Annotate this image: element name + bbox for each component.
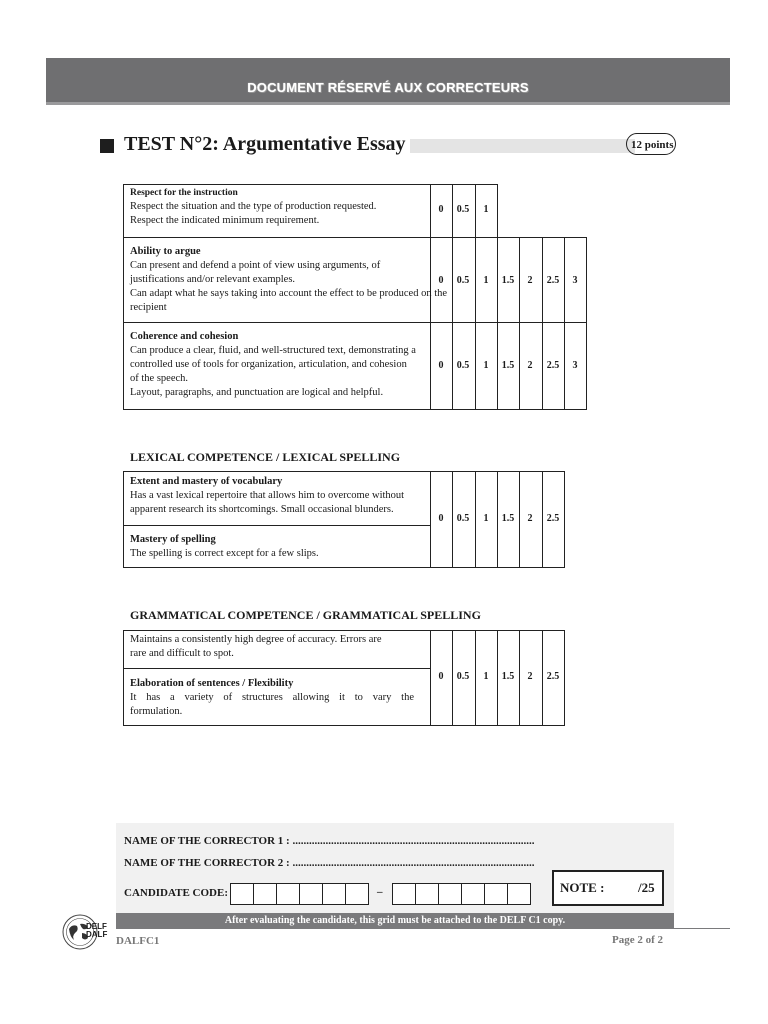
coherence-line: Layout, paragraphs, and punctuation are logical and helpful.: [130, 387, 384, 398]
code-digit-box[interactable]: [299, 883, 323, 905]
code-digit-box[interactable]: [322, 883, 346, 905]
vocabulary-text: [124, 475, 444, 517]
vocabulary-line: Has a vast lexical repertoire that allows him to overcome without: [130, 490, 405, 501]
ability-argue-line: Can adapt what he says taking into account the effect to be produced on the: [130, 288, 448, 299]
flexibility-line: formulation.: [130, 706, 183, 717]
score-0[interactable]: 0: [438, 671, 444, 682]
score-3[interactable]: 3: [572, 360, 578, 371]
code-digit-box[interactable]: [345, 883, 369, 905]
score-0.5[interactable]: 0.5: [456, 513, 470, 524]
score-0.5[interactable]: 0.5: [456, 360, 470, 371]
candidate-code-label: CANDIDATE CODE:: [124, 887, 228, 899]
vocabulary-line: apparent research its shortcomings. Small occasional blunders.: [130, 504, 394, 515]
respect-instruction-heading: Respect for the instruction: [130, 188, 238, 198]
score-1[interactable]: 1: [483, 275, 489, 286]
score-2.5[interactable]: 2.5: [546, 360, 560, 371]
ability-argue-line: justifications and/or relevant examples.: [130, 274, 296, 285]
code-digit-box[interactable]: [276, 883, 300, 905]
accuracy-line: Maintains a consistently high degree of accuracy. Errors are: [130, 634, 382, 645]
title-bullet: [100, 139, 114, 153]
spelling-text: [124, 533, 424, 561]
title-rule: [410, 139, 635, 153]
ability-argue-heading: Ability to argue: [130, 246, 201, 257]
score-1.5[interactable]: 1.5: [501, 513, 515, 524]
score-2[interactable]: 2: [527, 275, 533, 286]
code-digit-box[interactable]: [438, 883, 462, 905]
coherence-line: of the speech.: [130, 373, 189, 384]
strip-rule: [674, 928, 730, 929]
respect-instruction-line: Respect the indicated minimum requirement.: [130, 215, 320, 226]
banner-title: DOCUMENT RÉSERVÉ AUX CORRECTEURS: [247, 80, 529, 95]
code-digit-box[interactable]: [461, 883, 485, 905]
coherence-heading: Coherence and cohesion: [130, 331, 239, 342]
score-1.5[interactable]: 1.5: [501, 671, 515, 682]
score-1[interactable]: 1: [483, 204, 489, 215]
score-2[interactable]: 2: [527, 671, 533, 682]
note-total: /25: [638, 880, 655, 895]
score-0.5[interactable]: 0.5: [456, 204, 470, 215]
score-1.5[interactable]: 1.5: [501, 360, 515, 371]
score-1[interactable]: 1: [483, 360, 489, 371]
logo-dalf: DALF: [86, 930, 108, 939]
coherence-text: [124, 330, 464, 400]
score-3[interactable]: 3: [572, 275, 578, 286]
code-digit-box[interactable]: [230, 883, 254, 905]
corrector-1-field[interactable]: NAME OF THE CORRECTOR 1 : ........................................................................................: [124, 835, 535, 847]
code-digit-box[interactable]: [392, 883, 416, 905]
score-2[interactable]: 2: [527, 513, 533, 524]
accuracy-text: [124, 633, 414, 661]
code-digit-box[interactable]: [507, 883, 531, 905]
score-2.5[interactable]: 2.5: [546, 671, 560, 682]
score-0.5[interactable]: 0.5: [456, 671, 470, 682]
score-1[interactable]: 1: [483, 671, 489, 682]
header-banner-underline: [46, 102, 730, 105]
flexibility-heading: Elaboration of sentences / Flexibility: [130, 678, 294, 689]
score-0[interactable]: 0: [438, 513, 444, 524]
note-label: NOTE :: [560, 880, 605, 895]
spelling-line: The spelling is correct except for a few slips.: [130, 548, 319, 559]
code-separator: –: [377, 886, 383, 898]
score-0[interactable]: 0: [438, 275, 444, 286]
ability-argue-line: recipient: [130, 302, 167, 313]
coherence-line: controlled use of tools for organization, articulation, and cohesion: [130, 359, 407, 370]
code-digit-box[interactable]: [415, 883, 439, 905]
vocabulary-heading: Extent and mastery of vocabulary: [130, 476, 283, 487]
lexical-heading: LEXICAL COMPETENCE / LEXICAL SPELLING: [130, 450, 401, 464]
spelling-heading: Mastery of spelling: [130, 534, 216, 545]
code-digit-box[interactable]: [484, 883, 508, 905]
score-2.5[interactable]: 2.5: [546, 513, 560, 524]
grammar-heading: GRAMMATICAL COMPETENCE / GRAMMATICAL SPELLING: [130, 608, 481, 622]
code-digit-box[interactable]: [253, 883, 277, 905]
score-0.5[interactable]: 0.5: [456, 275, 470, 286]
respect-instruction-text: [124, 186, 429, 228]
score-1[interactable]: 1: [483, 513, 489, 524]
flexibility-line: It has a variety of structures allowing it to vary the: [130, 692, 414, 703]
page-title: TEST N°2: Argumentative Essay: [124, 133, 406, 155]
score-2[interactable]: 2: [527, 360, 533, 371]
score-0[interactable]: 0: [438, 204, 444, 215]
flexibility-text: [124, 677, 414, 719]
coherence-line: Can produce a clear, fluid, and well-structured text, demonstrating a: [130, 345, 416, 356]
exam-code: DALFC1: [116, 935, 160, 947]
delf-dalf-logo: [62, 912, 106, 952]
respect-instruction-line: Respect the situation and the type of production requested.: [130, 201, 377, 212]
page-number: Page 2 of 2: [612, 934, 664, 946]
points-badge: 12 points: [626, 133, 676, 155]
score-0[interactable]: 0: [438, 360, 444, 371]
ability-argue-line: Can present and defend a point of view using arguments, of: [130, 260, 381, 271]
corrector-2-field[interactable]: NAME OF THE CORRECTOR 2 : ........................................................................................: [124, 857, 535, 869]
score-2.5[interactable]: 2.5: [546, 275, 560, 286]
attach-instruction: After evaluating the candidate, this grid must be attached to the DELF C1 copy.: [116, 913, 674, 929]
accuracy-line: rare and difficult to spot.: [130, 648, 234, 659]
logo-delf: DELF: [86, 922, 107, 931]
score-1.5[interactable]: 1.5: [501, 275, 515, 286]
